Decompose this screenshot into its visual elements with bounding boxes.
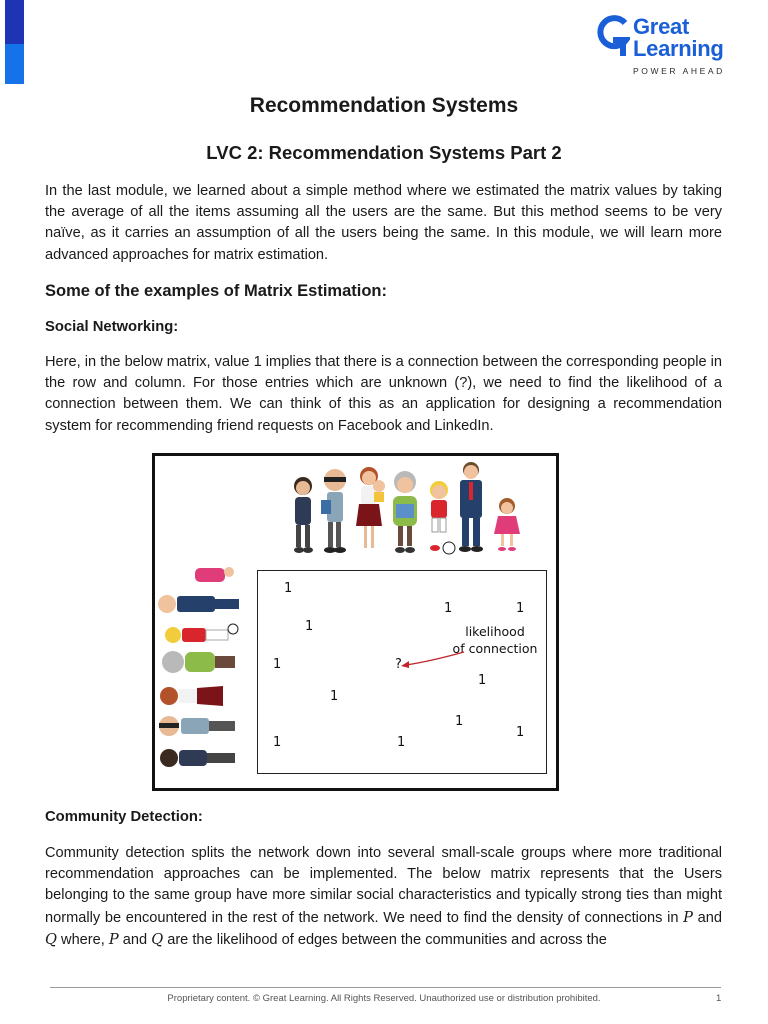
footer-divider: [50, 987, 721, 988]
and-text: and: [692, 909, 723, 926]
unknown-cell: ?: [395, 657, 402, 672]
person-figure: [321, 469, 346, 553]
arrow-icon: [398, 649, 468, 671]
person-figure: [356, 467, 385, 548]
social-networking-heading: Social Networking:: [45, 319, 179, 335]
footer-notice: Proprietary content. © Great Learning. All Rights Reserved. Unauthorized use or distribution prohibited.: [167, 993, 601, 1004]
matrix-cell: 1: [516, 601, 525, 616]
great-learning-logo: [596, 12, 730, 76]
logo-tagline: POWER AHEAD: [633, 66, 725, 76]
matrix-cell: 1: [273, 657, 282, 672]
accent-bar-dark: [5, 0, 24, 44]
person-figure: [459, 462, 483, 552]
accent-bar-light: [5, 44, 24, 84]
social-networking-paragraph: Here, in the below matrix, value 1 implies that there is a connection between the corresponding people in the row and column. For those entries which are unknown (?), we need to find the likelihood of a connection between them. We can think of this as an application for designing a recommendation system for recommending friend requests on Facebook and LinkedIn.: [45, 354, 722, 434]
community-text-part3: are the likelihood of edges between the communities and across the: [163, 931, 607, 948]
community-text-part2: where,: [56, 931, 109, 948]
page-title: Recommendation Systems: [249, 94, 519, 117]
page-subtitle: LVC 2: Recommendation Systems Part 2: [206, 142, 562, 163]
connection-matrix: [257, 570, 547, 774]
matrix-cell: 1: [397, 735, 406, 750]
var-p: P: [108, 930, 119, 948]
person-figure: [430, 481, 455, 554]
people-row-illustration: [157, 560, 245, 776]
var-p: P: [683, 908, 693, 926]
person-figure: [494, 498, 520, 551]
logo-text-line2: Learning: [633, 36, 724, 61]
person-figure-lying: [158, 595, 239, 613]
person-figure: [294, 477, 313, 553]
person-figure-lying: [159, 716, 235, 736]
annotation-line2: of connection: [452, 641, 538, 656]
matrix-cell: 1: [305, 619, 314, 634]
var-q: Q: [151, 930, 164, 948]
person-figure-lying: [162, 651, 235, 673]
person-figure: [393, 471, 417, 553]
people-column-illustration: [283, 460, 533, 558]
person-figure-lying: [160, 749, 235, 767]
matrix-cell: 1: [478, 673, 487, 688]
intro-paragraph: In the last module, we learned about a simple method where we estimated the matrix values by taking the average of all the items assuming all the users are the same. But this method seems to be very naïve, as it carries an assumption of all the users being the same. In this module, we will learn more advanced approaches for matrix estimation.: [45, 183, 722, 263]
person-figure-lying: [195, 567, 234, 582]
annotation-line1: likelihood: [465, 624, 525, 639]
logo-text-line1: Great: [633, 14, 689, 39]
community-text-part1: Community detection splits the network down into several small-scale groups where more traditional recommendation approaches can be implemented. The below matrix represents that the Users belonging to the same group have more similar social characteristics and typically strong ties than might normally be encountered in the rest of the network. We need to find the density of connections in: [45, 845, 722, 926]
community-detection-paragraph: [45, 843, 722, 951]
logo-g-icon: [596, 14, 630, 56]
examples-heading: Some of the examples of Matrix Estimation:: [45, 282, 387, 300]
matrix-cell: 1: [273, 735, 282, 750]
matrix-cell: 1: [455, 714, 464, 729]
matrix-cell: 1: [516, 725, 525, 740]
person-figure-lying: [160, 686, 223, 706]
var-q: Q: [45, 930, 57, 948]
person-figure-lying: [165, 624, 238, 643]
matrix-cell: 1: [444, 601, 453, 616]
community-detection-heading: Community Detection:: [45, 809, 203, 825]
matrix-cell: 1: [284, 581, 293, 596]
page-number: 1: [716, 993, 722, 1004]
and-text: and: [118, 931, 152, 948]
matrix-cell: 1: [330, 689, 339, 704]
social-matrix-figure: [152, 453, 559, 791]
